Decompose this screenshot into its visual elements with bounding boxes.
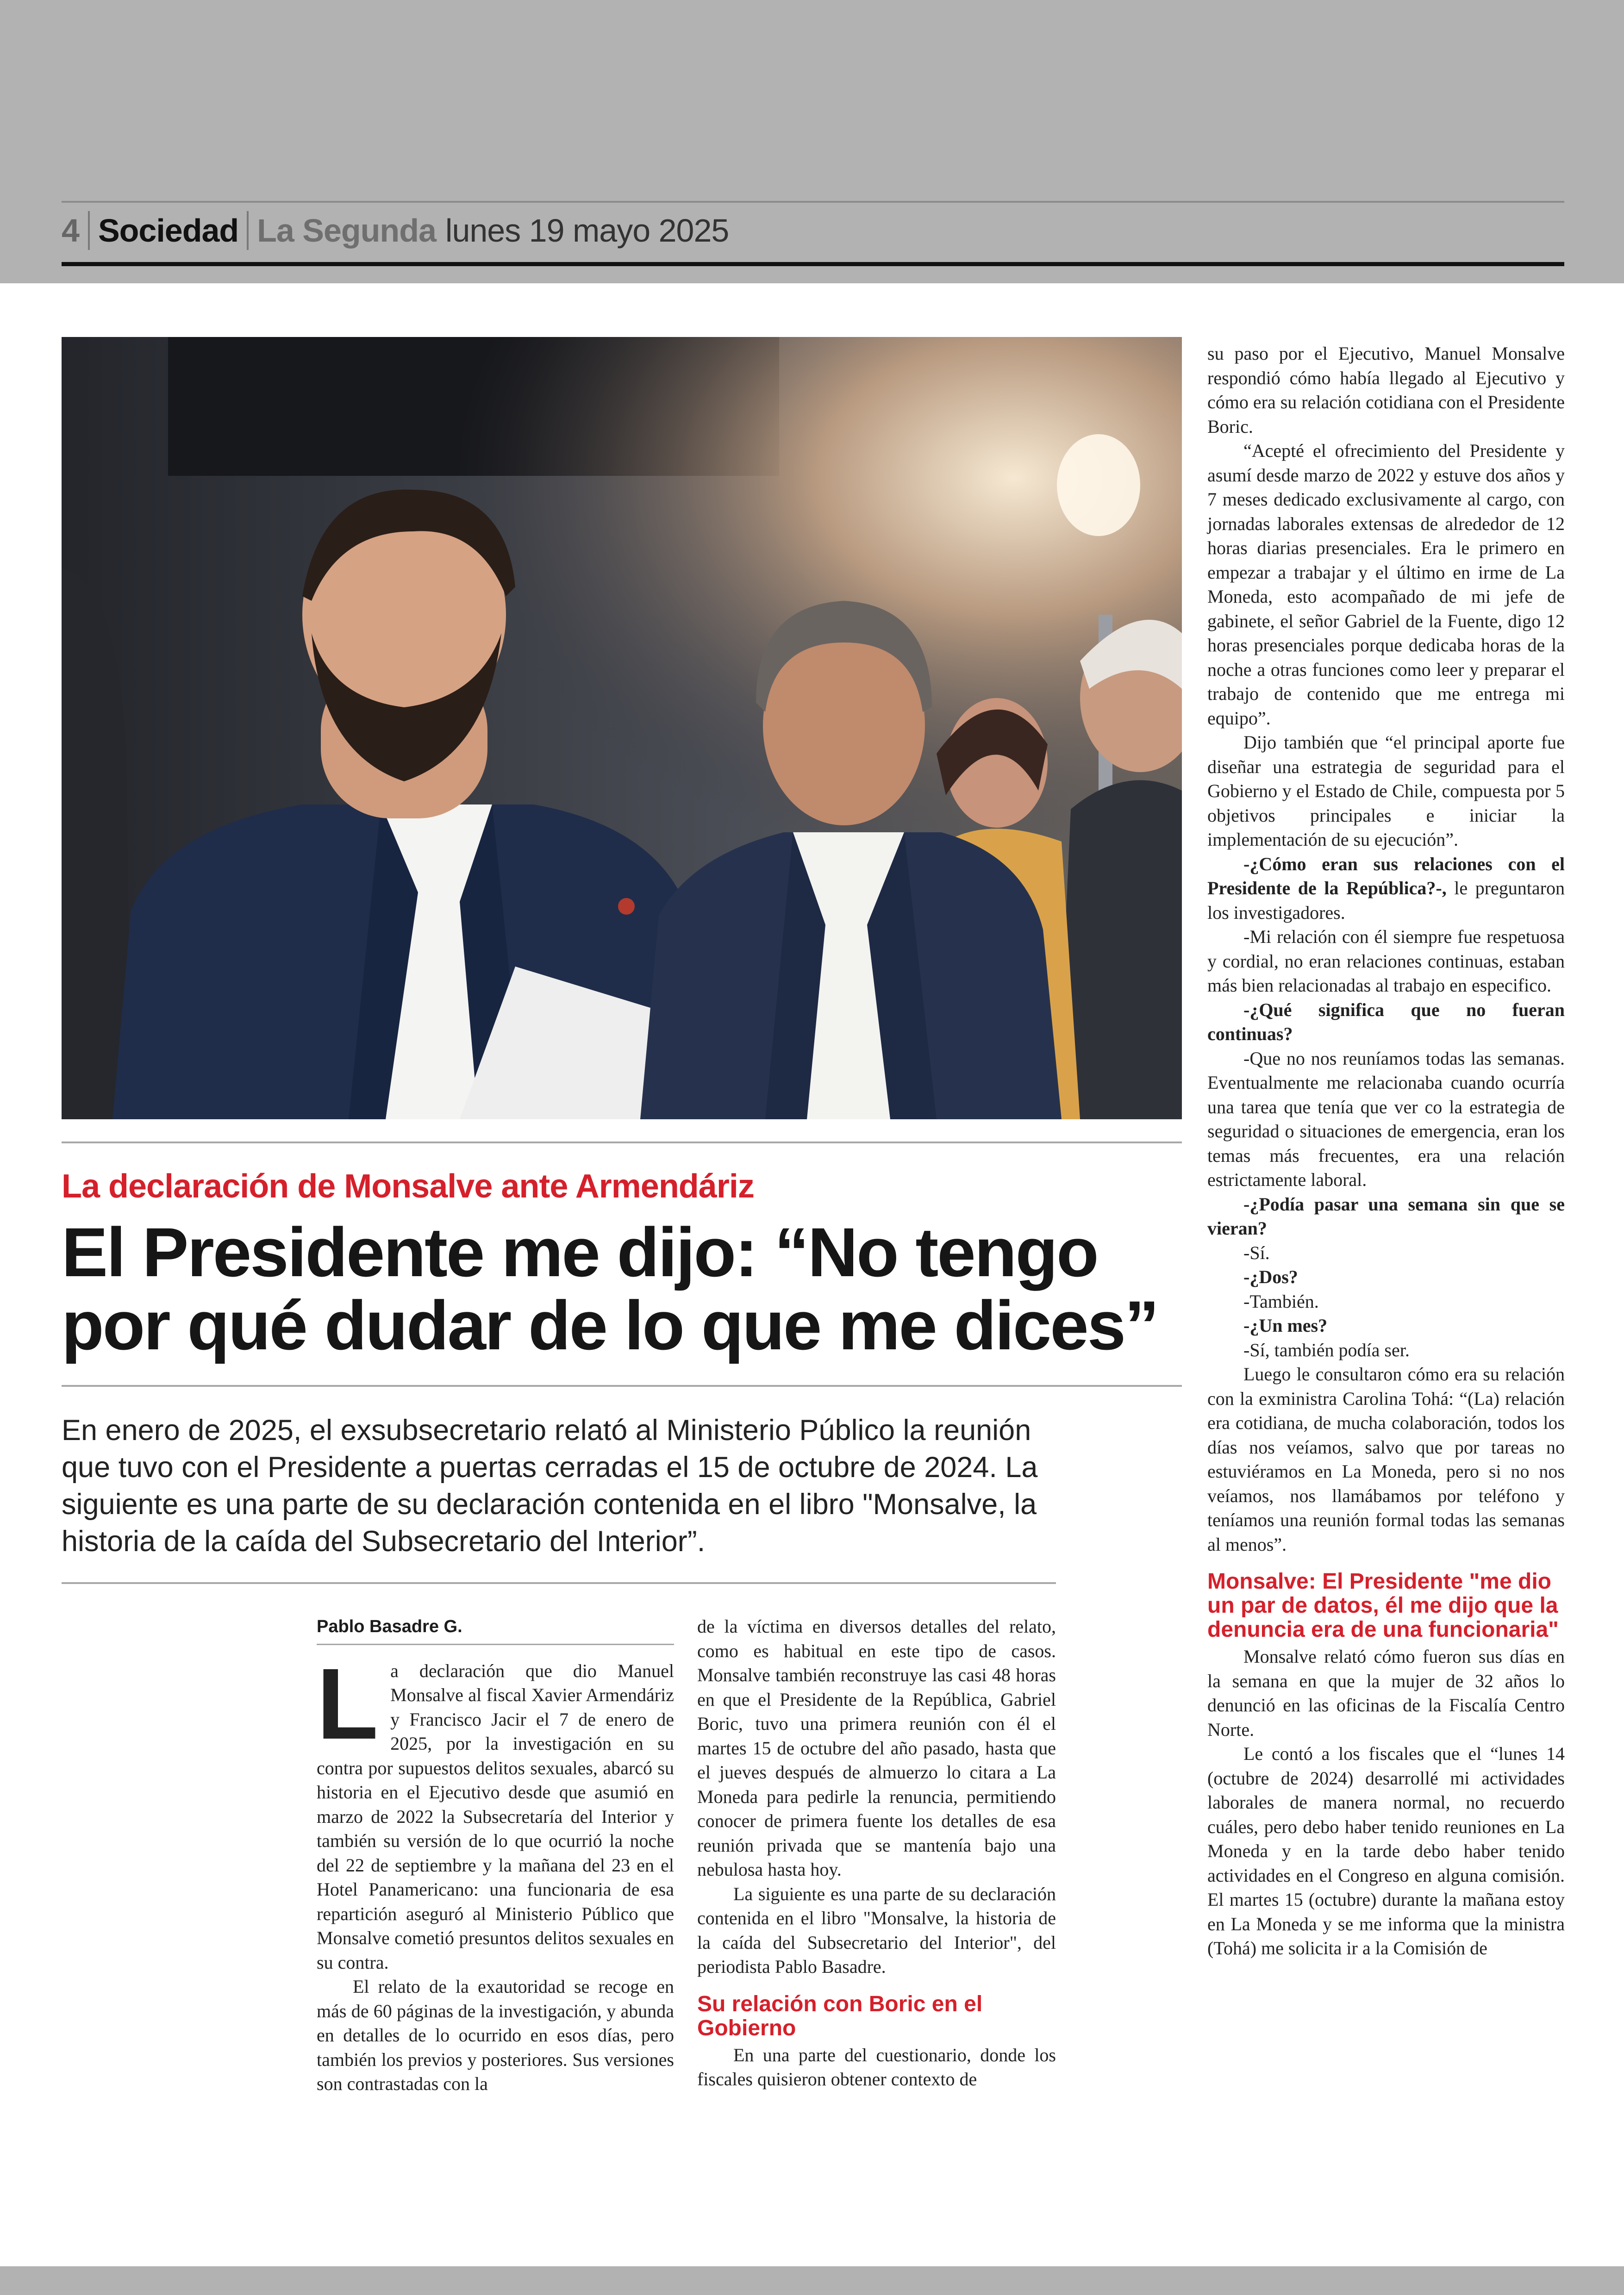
article-column-1 [317,1615,674,2096]
paragraph: “Acepté el ofrecimiento del Presidente y asumí desde marzo de 2022 y estuve dos años y 7 meses dedicado exclusivamente al cargo, con jornadas laborales extensas de alrededor de 12 horas diarias presenciales. Era le primero en empezar a trabajar y el último en irme de La Moneda, esto acompañado de mi jefe de gabinete, el señor Gabriel de la Fuente, digo 12 horas presenciales porque dedicaba horas de la noche a otras funciones como leer y preparar el trabajo de contenido que me entrega mi equipo”. [1207,440,1565,729]
paragraph: Luego le consultaron cómo era su relación con la exministra Carolina Tohá: “(La) relación era cotidiana, de mucha colaboración, todos los días nos veíamos, salvo que por tareas no estuviéramos en La Moneda, pero si no nos veíamos, nos llamábamos por teléfono y teníamos una reunión formal todas las semanas al menos”. [1207,1364,1565,1555]
paragraph: Dijo también que “el principal aporte fue diseñar una estrategia de seguridad para el Gobierno y el Estado de Chile, compuesta por 5 objetivos principales e iniciar la implementación de su ejecución”. [1207,732,1565,850]
divider-rule [62,1582,1056,1584]
divider-rule [62,1141,1182,1143]
interview-answer: -Sí. [1243,1242,1270,1263]
question-text: -¿Cómo eran sus relaciones con el Presidente de la República?-, [1207,853,1565,898]
paragraph [317,1647,674,1975]
article-headline: El Presidente me dijo: “No tengo por qué dudar de lo que me dices” [62,1213,1158,1364]
interview-answer: -También. [1243,1291,1319,1312]
interview-answer: -Que no nos reuníamos todas las semanas. Eventualmente me relacionaba cuando ocurría una tarea que tenía que ver co la estrategia de seguridad o situaciones de emergencia, eran los temas más frecuentes, era una relación estrictamente laboral. [1207,1048,1565,1190]
byline-rule [317,1644,674,1645]
folio-divider [88,211,90,250]
publication-name: La Segunda [257,212,436,249]
header-rule-bottom [62,262,1564,266]
paragraph: su paso por el Ejecutivo, Manuel Monsalve respondió cómo había llegado al Ejecutivo y cómo era su relación cotidiana con el Presidente Boric. [1207,343,1565,437]
photo-illustration [62,337,1182,1119]
interview-answer: -Sí, también podía ser. [1243,1339,1410,1360]
article-kicker: La declaración de Monsalve ante Armendáriz [62,1168,754,1205]
article-deck: En enero de 2025, el exsubsecretario relató al Ministerio Público la reunión que tuvo con el Presidente a puertas cerradas el 15 de octubre de 2024. La siguiente es una parte de su declaración contenida en el libro "Monsalve, la historia de la caída del Subsecretario del Interior”. [62,1414,1038,1558]
paragraph: de la víctima en diversos detalles del relato, como es habitual en este tipo de casos. Monsalve también reconstruye las casi 48 horas en que el Presidente de la República, Gabriel Boric, tuvo una primera reunión con él el martes 15 de octubre del año pasado, hasta que el jueves después de almuerzo lo citara a La Moneda para pedirle la renuncia, permitiendo conocer de primera fuente los detalles de esa reunión privada que se mantenía bajo una nebulosa hasta hoy. [697,1616,1056,1880]
paragraph-text: a declaración que dio Manuel Monsalve al fiscal Xavier Armendáriz y Francisco Jacir el 7 de enero de 2025, por la investigación en su contra por supuestos delitos sexuales, abarcó su historia en el Ejecutivo desde que asumió en marzo de 2022 la Subsecretaría del Interior y también su versión de lo que ocurrió la noche del 22 de septiembre y la mañana del 23 en el Hotel Panamericano: una funcionaria de esa repartición aseguró al Ministerio Público que Monsalve cometió presuntos delitos sexuales en su contra. [317,1660,674,1973]
paragraph: Monsalve relató cómo fueron sus días en la semana en que la mujer de 32 años lo denunció en las oficinas de la Fiscalía Centro Norte. [1207,1646,1565,1740]
interview-question [1207,852,1565,925]
divider-rule [62,1385,1182,1387]
byline: Pablo Basadre G. [317,1617,462,1636]
article-photo [62,337,1182,1119]
article-column-3 [1207,342,1565,1961]
paragraph: Le contó a los fiscales que el “lunes 14 (octubre de 2024) desarrollé mi actividades laborales de manera normal, no recuerdo cuáles, pero debo haber tenido reuniones en La Moneda y en la tarde debo haber tenido actividades en el Congreso en alguna comisión. El martes 15 (octubre) durante la mañana estoy en La Moneda y se me informa que la ministra (Tohá) me solicita ir a la Comisión de [1207,1743,1565,1958]
interview-answer: -Mi relación con él siempre fue respetuosa y cordial, no eran relaciones continuas, estaban más bien relacionadas al trabajo en especifico. [1207,926,1565,996]
folio-divider [247,211,249,250]
paragraph: La siguiente es una parte de su declaración contenida en el libro "Monsalve, la historia de la caída del Subsecretario del Interior", del periodista Pablo Basadre. [697,1883,1056,1977]
header-rule-top [62,201,1564,203]
section-name: Sociedad [98,212,239,249]
question-tail: le preguntaron los investigadores. [1207,878,1565,923]
drop-cap: L [317,1647,379,1760]
subheading: Su relación con Boric en el Gobierno [697,1991,983,2040]
publication-date: lunes 19 mayo 2025 [445,212,729,249]
interview-question: -¿Un mes? [1243,1315,1328,1336]
interview-question: -¿Dos? [1243,1266,1298,1287]
subheading: Monsalve: El Presidente "me dio un par de datos, él me dijo que la denuncia era de una funcionaria" [1207,1569,1559,1642]
paragraph: El relato de la exautoridad se recoge en más de 60 páginas de la investigación, y abunda en detalles de lo ocurrido en esos días, pero también los previos y posteriores. Sus versiones son contrastadas con la [317,1976,674,2094]
page-number: 4 [62,212,80,249]
article-column-2 [697,1615,1056,2092]
footer-band [0,2266,1624,2295]
paragraph: En una parte del cuestionario, donde los fiscales quisieron obtener contexto de [697,2044,1056,2089]
page-folio [62,207,729,254]
interview-question: -¿Podía pasar una semana sin que se vieran? [1207,1193,1565,1239]
interview-question: -¿Qué significa que no fueran continuas? [1207,999,1565,1044]
